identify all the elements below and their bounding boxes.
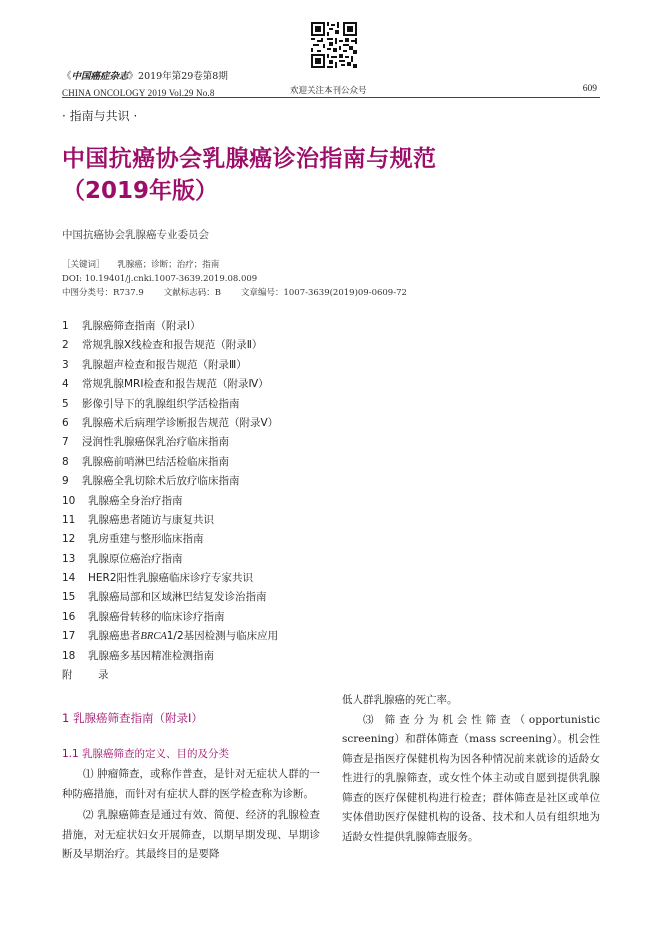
toc-item-number: 6: [62, 416, 69, 429]
toc-item-label: 乳腺癌筛查指南（附录Ⅰ）: [82, 320, 201, 332]
toc-item: [62, 395, 278, 414]
toc-item-label: 乳腺癌全乳切除术后放疗临床指南: [82, 475, 240, 488]
document-code: 文献标志码：B: [163, 288, 221, 298]
toc-item-label: 乳腺原位癌治疗指南: [88, 552, 183, 565]
toc-item-label: 乳腺癌骨转移的临床诊疗指南: [88, 610, 225, 623]
author: 中国抗癌协会乳腺癌专业委员会: [62, 229, 209, 241]
toc-item-number: 10: [62, 494, 76, 507]
title-line-1: 中国抗癌协会乳腺癌诊治指南与规范: [62, 146, 437, 172]
page-number: 609: [582, 84, 597, 94]
toc-item-label: 影像引导下的乳腺组织学活检指南: [82, 397, 240, 410]
toc-item-number: 9: [62, 475, 69, 488]
toc-item-number: 15: [62, 591, 76, 604]
body-paragraph-3: ⑶ 筛查分为机会性筛查（opportunistic screening）和群体筛查（mass screening）。机会性筛查是指医疗保健机构为因各种情况前来就诊的适龄女性进行的乳腺筛查，或女性个体主动或自愿到提供乳腺筛查的医疗保健机构进行检查；群体筛查是社区或单位实体借助医疗保健机构的设备、技术和人员有组织地为适龄女性提供乳腺筛查服务。: [342, 713, 600, 843]
toc-item-number: 3: [62, 358, 69, 371]
toc-item-number: 7: [62, 436, 69, 449]
toc-item: [62, 375, 278, 394]
toc-item-number: 17: [62, 630, 76, 643]
toc-item: [62, 317, 278, 336]
journal-open-bracket: 《: [62, 71, 72, 82]
section-heading-1-1: 1.1 乳腺癌筛查的定义、目的及分类: [62, 748, 230, 760]
article-title: [62, 144, 436, 206]
journal-issue-line: [62, 70, 228, 84]
toc-item: [62, 453, 278, 472]
title-line-2: （2019年版）: [62, 178, 219, 204]
clc-number: 中图分类号：R737.9: [62, 288, 144, 298]
header-divider: [62, 97, 600, 98]
qr-code-icon: [311, 22, 357, 68]
toc-item-label: 常规乳腺X线检查和报告规范（附录Ⅱ）: [82, 339, 263, 352]
toc-item-label: 乳腺癌患者BRCA1/2基因检测与临床应用: [88, 630, 279, 643]
gene-name: BRCA: [140, 631, 167, 643]
toc-item: [62, 336, 278, 355]
toc-item: [62, 627, 278, 646]
toc-item-number: 11: [62, 513, 76, 526]
toc-item: [62, 608, 278, 627]
toc-item-number: 16: [62, 610, 76, 623]
keywords-row: [62, 258, 407, 272]
body-paragraph-1: ⑴ 肿瘤筛查，或称作普查，是针对无症状人群的一种防癌措施，而针对有症状人群的医学检查称为诊断。: [62, 768, 320, 800]
toc-item-label: 乳腺癌前哨淋巴结活检临床指南: [82, 455, 229, 468]
qr-caption: 欢迎关注本刊公众号: [290, 86, 367, 96]
toc-item-number: 5: [62, 397, 69, 410]
toc-item-label: 乳腺癌术后病理学诊断报告规范（附录Ⅴ）: [82, 416, 279, 429]
keywords-label: ［关键词］: [62, 260, 105, 270]
toc-item: [62, 588, 278, 607]
toc-item-number: 2: [62, 339, 69, 352]
toc-item-label: 乳腺超声检查和报告规范（附录Ⅲ）: [82, 358, 247, 371]
toc-item: [62, 530, 278, 549]
table-of-contents: [62, 317, 278, 685]
toc-item: [62, 414, 278, 433]
toc-item-label: 乳房重建与整形临床指南: [88, 533, 204, 546]
toc-item-number: 18: [62, 649, 76, 662]
toc-item: [62, 647, 278, 666]
toc-item-number: 12: [62, 533, 76, 546]
toc-item: [62, 472, 278, 491]
toc-item: [62, 550, 278, 569]
classification-row: [62, 286, 407, 300]
journal-name: 中国癌症杂志: [71, 72, 129, 82]
keywords: 乳腺癌；诊断；治疗；指南: [117, 260, 220, 270]
body-paragraph-2: ⑵ 乳腺癌筛查是通过有效、简便、经济的乳腺检查措施，对无症状妇女开展筛查，以期早期发现、早期诊断及早期治疗。其最终目的是要降: [62, 809, 320, 860]
toc-item-number: 13: [62, 552, 76, 565]
journal-issue: 》2019年第29卷第8期: [128, 71, 228, 82]
toc-item: [62, 511, 278, 530]
toc-item-label: 乳腺癌多基因精准检测指南: [88, 649, 214, 662]
body-column-left: [62, 710, 320, 865]
article-number: 文章编号：1007-3639(2019)09-0609-72: [240, 288, 407, 298]
toc-item-number: 14: [62, 572, 76, 585]
article-meta: [62, 258, 407, 300]
toc-appendix-label-1: 附: [62, 669, 73, 682]
body-paragraph-2-cont: 低人群乳腺癌的死亡率。: [342, 694, 458, 706]
toc-item: [62, 433, 278, 452]
doi: DOI: 10.19401/j.cnki.1007-3639.2019.08.009: [62, 274, 258, 284]
journal-en-line: CHINA ONCOLOGY 2019 Vol.29 No.8: [62, 88, 215, 98]
journal-header: [62, 70, 228, 99]
toc-item-label: HER2阳性乳腺癌临床诊疗专家共识: [88, 572, 254, 585]
toc-item-number: 8: [62, 455, 69, 468]
toc-item: [62, 356, 278, 375]
toc-item-label: 乳腺癌全身治疗指南: [88, 494, 183, 507]
toc-item: [62, 569, 278, 588]
toc-item: [62, 492, 278, 511]
toc-item-label: 浸润性乳腺癌保乳治疗临床指南: [82, 436, 229, 449]
toc-appendix-label-2: 录: [98, 669, 109, 682]
section-heading-1: 1 乳腺癌筛查指南（附录Ⅰ）: [62, 711, 203, 725]
body-column-right: [342, 691, 600, 847]
toc-item-label: 乳腺癌患者随访与康复共识: [88, 513, 214, 526]
toc-item-label: 乳腺癌局部和区域淋巴结复发诊治指南: [88, 591, 267, 604]
toc-appendix: [62, 666, 278, 685]
section-tag: · 指南与共识 ·: [62, 109, 138, 123]
toc-item-number: 4: [62, 378, 69, 391]
toc-item-label: 常规乳腺MRI检查和报告规范（附录Ⅳ）: [82, 378, 269, 391]
toc-item-number: 1: [62, 320, 69, 332]
